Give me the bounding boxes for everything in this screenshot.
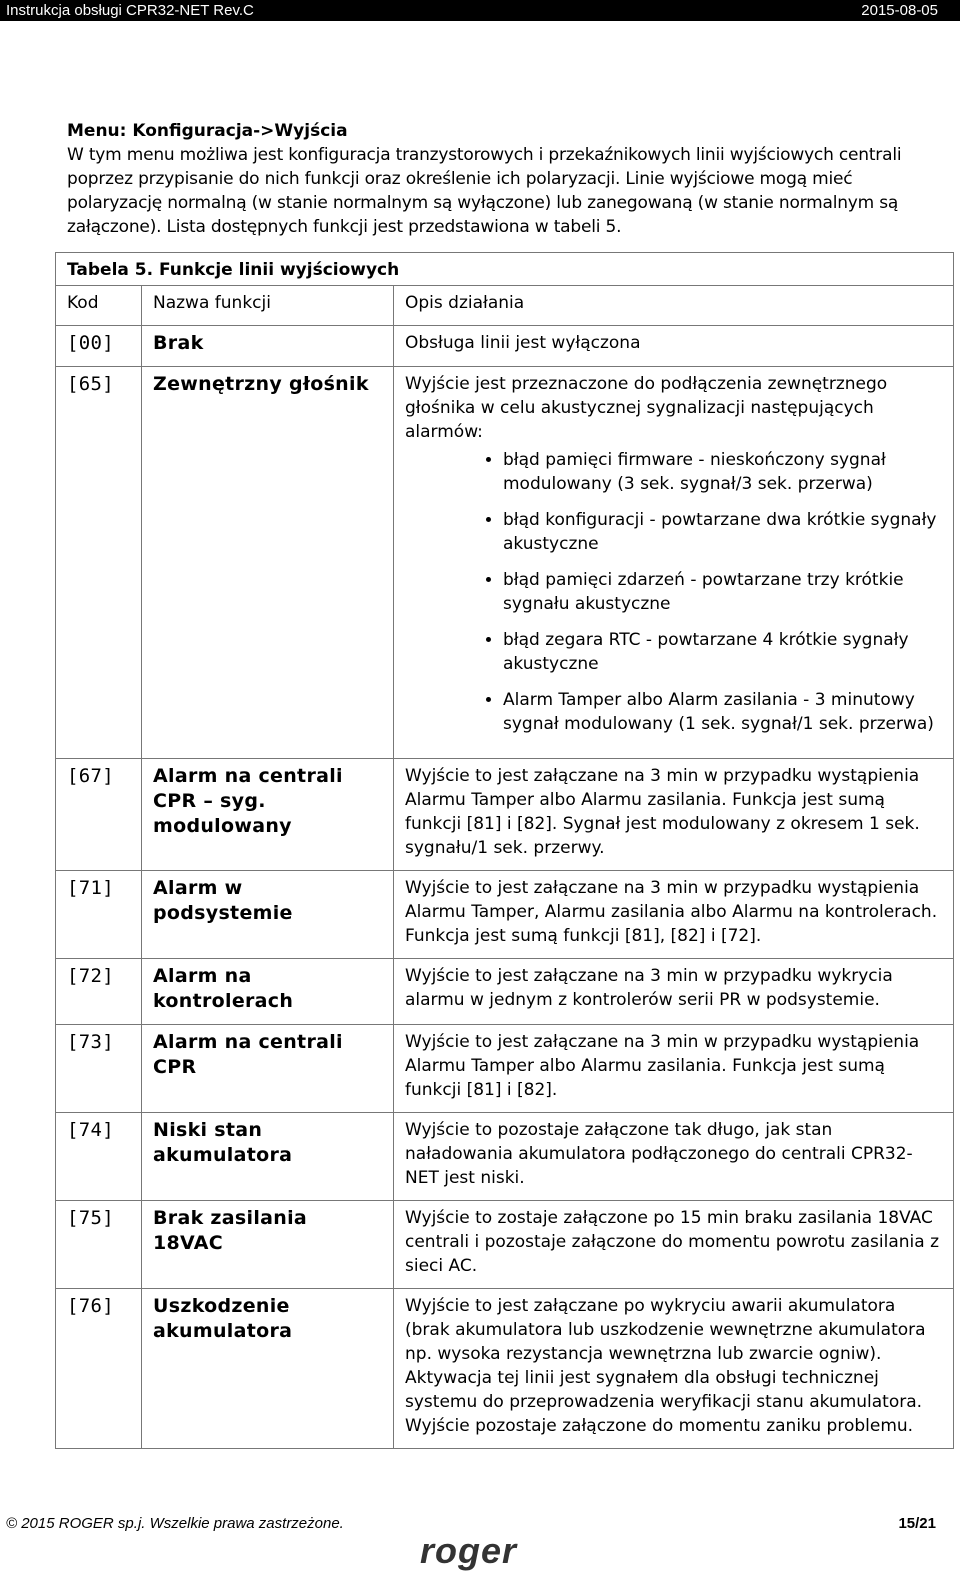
intro-line: poprzez przypisanie do nich funkcji oraz określenie ich polaryzacji. Linie wyjściowe mogą mieć [67, 169, 853, 189]
function-description: Wyjście to zostaje załączone po 15 min braku zasilania 18VAC centrali i pozostaje załączone do momentu powrotu zasilania z sieci AC. [394, 1201, 954, 1289]
function-description: Wyjście to jest załączane na 3 min w przypadku wystąpienia Alarmu Tamper albo Alarmu zasilania. Funkcja jest sumą funkcji [81] i [82]. Sygnał jest modulowany z okresem 1 sek. sygnału/1 sek. przerwy. [394, 759, 954, 871]
function-description: Wyjście to jest załączane po wykryciu awarii akumulatora (brak akumulatora lub uszkodzenie wewnętrzne akumulatora np. wysoka rezystancja wewnętrzna lub zwarcie ogniw). Aktywacja tej linii jest sygnałem dla obsługi technicznej systemu do przeprowadzenia weryfikacji stanu akumulatora. Wyjście pozostaje załączone do momentu zaniku problemu. [394, 1289, 954, 1449]
table-row [56, 959, 954, 1025]
function-code: [65] [67, 373, 114, 395]
header-code: Kod [56, 286, 142, 326]
function-name: Brak zasilania 18VAC [153, 1207, 308, 1254]
intro-paragraph [67, 143, 943, 239]
section-content [67, 119, 943, 239]
table-row [56, 1201, 954, 1289]
table-row [56, 759, 954, 871]
function-code: [67] [67, 765, 114, 787]
table-row [56, 326, 954, 367]
page-number: 15/21 [898, 1515, 936, 1532]
intro-line: W tym menu możliwa jest konfiguracja tranzystorowych i przekaźnikowych linii wyjściowych centrali [67, 145, 902, 165]
list-item: • błąd pamięci firmware - nieskończony sygnał modulowany (3 sek. sygnał/3 sek. przerwa) [503, 448, 943, 496]
function-name: Zewnętrzny głośnik [153, 373, 369, 395]
function-code: [71] [67, 877, 114, 899]
function-code: [73] [67, 1031, 114, 1053]
function-code: [00] [67, 332, 114, 354]
function-name: Niski stan akumulatora [153, 1119, 293, 1166]
function-description: Wyjście to jest załączane na 3 min w przypadku wystąpienia Alarmu Tamper, Alarmu zasilania albo Alarmu na kontrolerach. Funkcja jest sumą funkcji [81], [82] i [72]. [394, 871, 954, 959]
table-caption: Tabela 5. Funkcje linii wyjściowych [56, 253, 954, 286]
document-title: Instrukcja obsługi CPR32-NET Rev.C [6, 2, 254, 19]
roger-logo: roger [420, 1530, 518, 1571]
alarm-bullet-list [405, 448, 943, 736]
list-item: • błąd pamięci zdarzeń - powtarzane trzy krótkie sygnału akustyczne [503, 568, 943, 616]
list-item: • błąd zegara RTC - powtarzane 4 krótkie sygnały akustyczne [503, 628, 943, 676]
table-row [56, 367, 954, 759]
function-code: [75] [67, 1207, 114, 1229]
functions-table [55, 252, 954, 1449]
function-description: Obsługa linii jest wyłączona [394, 326, 954, 367]
table-row [56, 871, 954, 959]
function-code: [72] [67, 965, 114, 987]
list-item: • Alarm Tamper albo Alarm zasilania - 3 minutowy sygnał modulowany (1 sek. sygnał/1 sek. przerwa) [503, 688, 943, 736]
header-description: Opis działania [394, 286, 954, 326]
table-header-row [56, 286, 954, 326]
table-row [56, 1113, 954, 1201]
table-row [56, 1025, 954, 1113]
function-description: Wyjście to jest załączane na 3 min w przypadku wystąpienia Alarmu Tamper albo Alarmu zasilania. Funkcja jest sumą funkcji [81] i [82]. [394, 1025, 954, 1113]
function-name: Alarm na centrali CPR [153, 1031, 343, 1078]
function-description: Wyjście jest przeznaczone do podłączenia zewnętrznego głośnika w celu akustycznej sygnalizacji następujących alarmów: [405, 374, 888, 442]
document-date: 2015-08-05 [861, 2, 938, 19]
function-description: Wyjście to jest załączane na 3 min w przypadku wykrycia alarmu w jednym z kontrolerów serii PR w podsystemie. [394, 959, 954, 1025]
page-header-bar [0, 0, 960, 21]
function-code: [76] [67, 1295, 114, 1317]
function-name: Alarm na centrali CPR – syg. modulowany [153, 765, 343, 837]
function-code: [74] [67, 1119, 114, 1141]
function-name: Brak [153, 332, 204, 354]
function-name: Alarm w podsystemie [153, 877, 293, 924]
section-title: Menu: Konfiguracja->Wyjścia [67, 121, 348, 141]
header-name: Nazwa funkcji [142, 286, 394, 326]
copyright-notice: © 2015 ROGER sp.j. Wszelkie prawa zastrzeżone. [6, 1515, 344, 1532]
intro-line: polaryzację normalną (w stanie normalnym są wyłączone) lub zanegowaną (w stanie normalnym są [67, 193, 899, 213]
function-name: Uszkodzenie akumulatora [153, 1295, 293, 1342]
intro-line: załączone). Lista dostępnych funkcji jest przedstawiona w tabeli 5. [67, 217, 622, 237]
function-description: Wyjście to pozostaje załączone tak długo, jak stan naładowania akumulatora podłączonego do centrali CPR32-NET jest niski. [394, 1113, 954, 1201]
list-item: • błąd konfiguracji - powtarzane dwa krótkie sygnały akustyczne [503, 508, 943, 556]
function-description-cell [394, 367, 954, 759]
table-row [56, 1289, 954, 1449]
function-name: Alarm na kontrolerach [153, 965, 294, 1012]
